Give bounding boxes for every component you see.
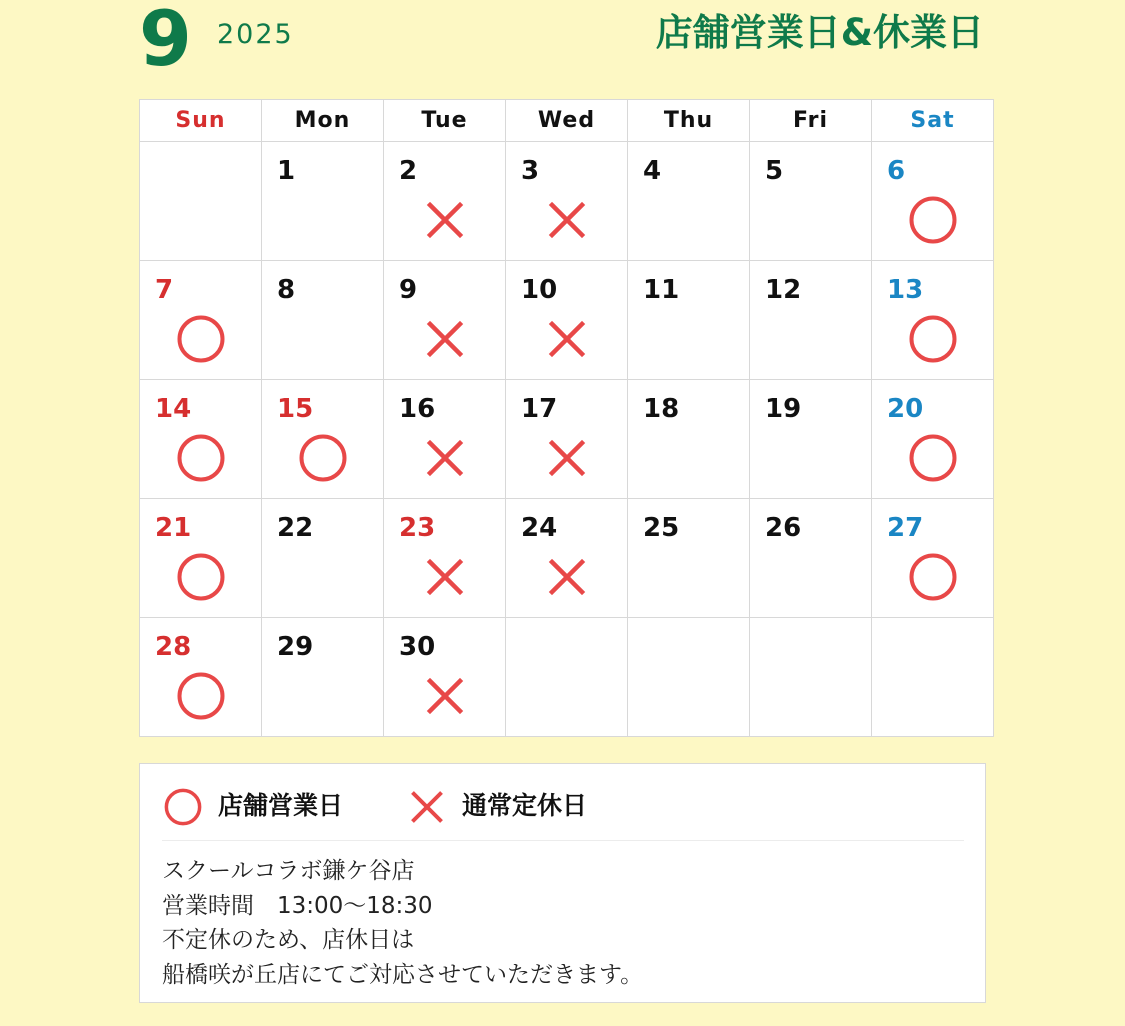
circle-icon: [909, 434, 957, 482]
day-number: 7: [155, 275, 174, 305]
day-cell: [628, 499, 750, 618]
weekday-header-row: [140, 100, 994, 142]
day-number: 19: [765, 394, 802, 424]
day-number: 14: [155, 394, 192, 424]
day-number: 27: [887, 513, 924, 543]
day-number: 12: [765, 275, 802, 305]
day-number: 13: [887, 275, 924, 305]
day-number: 6: [887, 156, 906, 186]
day-cell: [506, 380, 628, 499]
legend-box: [139, 763, 986, 1003]
day-number: 18: [643, 394, 680, 424]
calendar-grid: [139, 99, 994, 737]
store-info: [162, 854, 962, 992]
business-hours: 営業時間 13:00〜18:30: [162, 892, 433, 919]
circle-icon: [162, 786, 204, 828]
day-cell: [262, 142, 384, 261]
page-title: 店舗営業日&休業日: [655, 11, 984, 54]
empty-day-cell: [628, 618, 750, 737]
weekday-mon: Mon: [262, 100, 384, 142]
week-row: [140, 618, 994, 737]
day-cell: [140, 261, 262, 380]
empty-day-cell: [872, 618, 994, 737]
cross-icon: [543, 196, 591, 244]
day-cell: [628, 142, 750, 261]
legend-open-label: 店舗営業日: [218, 791, 344, 820]
weekday-tue: Tue: [384, 100, 506, 142]
cross-icon: [421, 672, 469, 720]
empty-day-cell: [140, 142, 262, 261]
day-cell: [384, 499, 506, 618]
day-number: 4: [643, 156, 662, 186]
cross-icon: [421, 553, 469, 601]
weekday-fri: Fri: [750, 100, 872, 142]
day-cell: [628, 380, 750, 499]
day-cell: [872, 261, 994, 380]
cross-icon: [543, 553, 591, 601]
week-row: [140, 380, 994, 499]
day-cell: [262, 380, 384, 499]
day-number: 20: [887, 394, 924, 424]
day-number: 22: [277, 513, 314, 543]
day-cell: [140, 618, 262, 737]
legend-key-row: [162, 784, 964, 841]
day-number: 11: [643, 275, 680, 305]
day-cell: [384, 618, 506, 737]
day-cell: [506, 142, 628, 261]
day-cell: [506, 499, 628, 618]
day-cell: [384, 142, 506, 261]
circle-icon: [177, 434, 225, 482]
day-number: 26: [765, 513, 802, 543]
weekday-wed: Wed: [506, 100, 628, 142]
legend-closed-label: 通常定休日: [462, 791, 588, 820]
day-number: 9: [399, 275, 418, 305]
day-number: 23: [399, 513, 436, 543]
week-row: [140, 261, 994, 380]
empty-day-cell: [750, 618, 872, 737]
day-cell: [750, 142, 872, 261]
day-number: 2: [399, 156, 418, 186]
day-number: 1: [277, 156, 296, 186]
calendar-header: [139, 0, 986, 83]
day-cell: [384, 261, 506, 380]
day-cell: [140, 499, 262, 618]
day-cell: [750, 499, 872, 618]
day-number: 3: [521, 156, 540, 186]
day-number: 29: [277, 632, 314, 662]
empty-day-cell: [506, 618, 628, 737]
day-cell: [872, 142, 994, 261]
day-cell: [262, 618, 384, 737]
day-cell: [140, 380, 262, 499]
circle-icon: [909, 315, 957, 363]
day-cell: [262, 261, 384, 380]
circle-icon: [299, 434, 347, 482]
weekday-thu: Thu: [628, 100, 750, 142]
circle-icon: [177, 553, 225, 601]
day-number: 16: [399, 394, 436, 424]
year-label: 2025: [217, 19, 294, 50]
day-number: 21: [155, 513, 192, 543]
day-number: 24: [521, 513, 558, 543]
day-cell: [750, 261, 872, 380]
weekday-sun: Sun: [140, 100, 262, 142]
closure-note: 不定休のため、店休日は: [162, 927, 415, 953]
circle-icon: [177, 672, 225, 720]
day-cell: [628, 261, 750, 380]
cross-icon: [421, 315, 469, 363]
day-cell: [384, 380, 506, 499]
week-row: [140, 142, 994, 261]
day-cell: [872, 499, 994, 618]
day-cell: [750, 380, 872, 499]
day-number: 10: [521, 275, 558, 305]
calendar-body: [140, 142, 994, 737]
alternate-store-note: 船橋咲が丘店にてご対応させていただきます。: [162, 961, 644, 988]
day-number: 28: [155, 632, 192, 662]
month-number: 9: [139, 0, 192, 83]
cross-icon: [421, 196, 469, 244]
day-number: 17: [521, 394, 558, 424]
cross-icon: [543, 315, 591, 363]
cross-icon: [421, 434, 469, 482]
cross-icon: [406, 786, 448, 828]
day-cell: [872, 380, 994, 499]
weekday-sat: Sat: [872, 100, 994, 142]
circle-icon: [177, 315, 225, 363]
week-row: [140, 499, 994, 618]
cross-icon: [543, 434, 591, 482]
day-number: 25: [643, 513, 680, 543]
day-cell: [262, 499, 384, 618]
circle-icon: [909, 196, 957, 244]
day-number: 15: [277, 394, 314, 424]
store-name: スクールコラボ鎌ケ谷店: [162, 858, 415, 884]
circle-icon: [909, 553, 957, 601]
day-number: 30: [399, 632, 436, 662]
day-number: 8: [277, 275, 296, 305]
day-number: 5: [765, 156, 784, 186]
day-cell: [506, 261, 628, 380]
